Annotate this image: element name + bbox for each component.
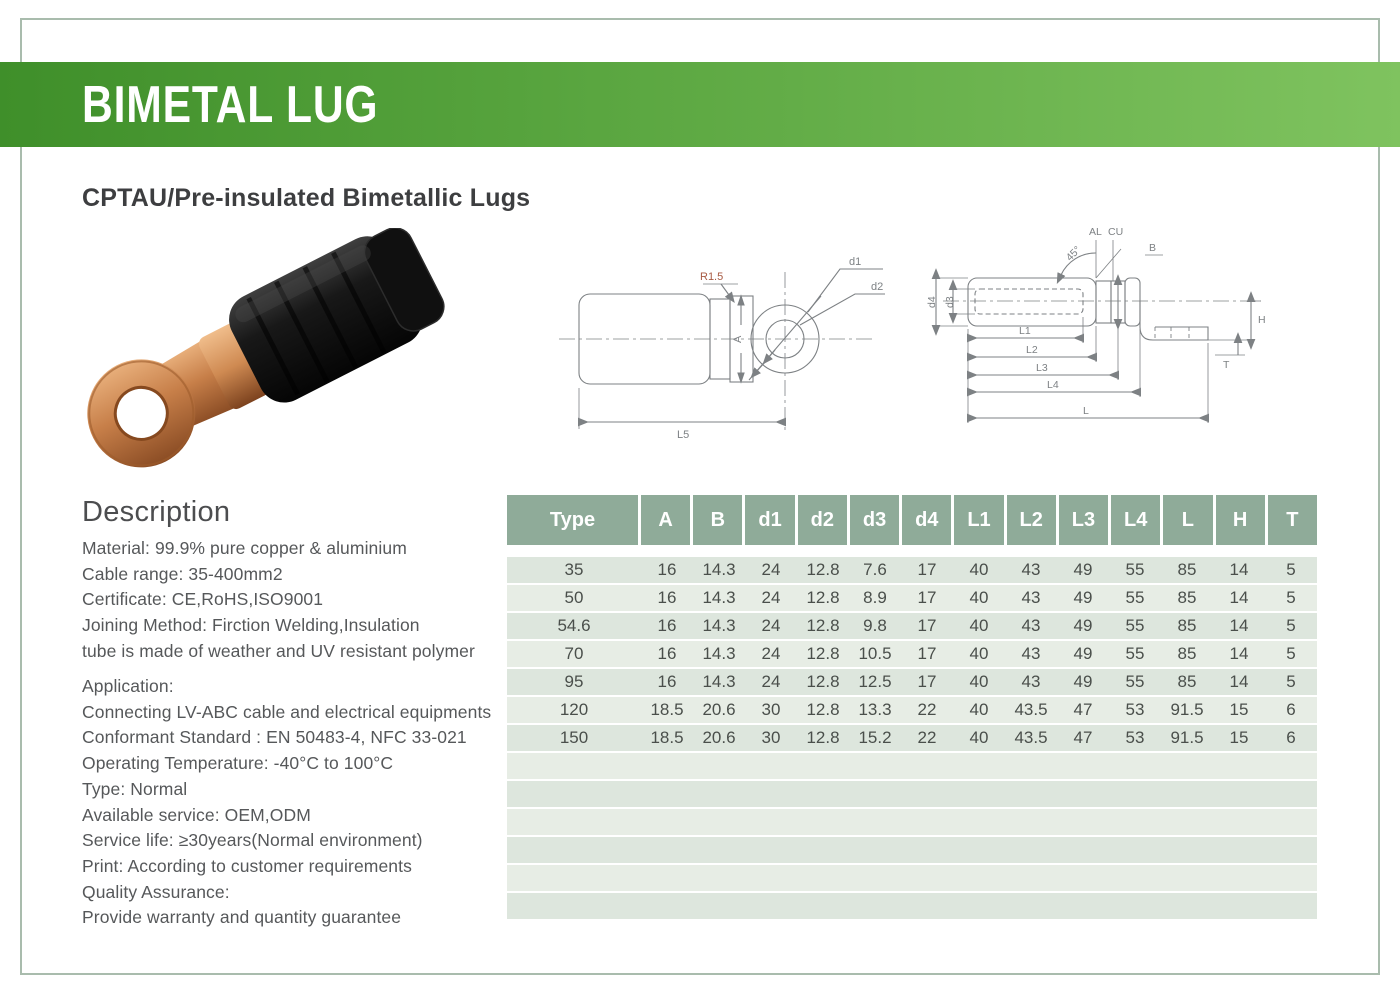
- table-cell: 91.5: [1170, 728, 1204, 747]
- dim-label-d4: d4: [926, 296, 938, 308]
- table-cell: 24: [761, 616, 781, 635]
- column-header-l3: L3: [1059, 495, 1108, 545]
- product-photo: [60, 228, 470, 483]
- table-row: [507, 697, 1317, 723]
- table-cell: 17: [917, 644, 937, 663]
- table-cell: 24: [761, 672, 781, 691]
- description-line: Type: Normal: [82, 778, 188, 799]
- table-cell: 16: [657, 588, 677, 607]
- table-cell: 14: [1229, 644, 1249, 663]
- description-line: Provide warranty and quantity guarantee: [82, 907, 402, 928]
- table-cell: 40: [969, 728, 989, 747]
- material-label-al: AL: [1089, 226, 1102, 238]
- table-cell: 14.3: [702, 672, 736, 691]
- table-cell: 43: [1021, 672, 1041, 691]
- table-cell: 43: [1021, 616, 1041, 635]
- table-body: [507, 557, 1317, 919]
- table-cell: 5: [1286, 616, 1296, 635]
- table-empty-row: [507, 781, 1317, 807]
- dim-label-l: L: [1083, 405, 1089, 417]
- table-cell: 8.9: [863, 588, 887, 607]
- table-cell: 30: [761, 700, 781, 719]
- table-cell: 12.5: [858, 672, 892, 691]
- table-cell: 14: [1229, 560, 1249, 579]
- table-cell: 9.8: [863, 616, 887, 635]
- dim-label-l5: L5: [677, 429, 690, 441]
- table-cell: 70: [564, 644, 584, 663]
- product-subtitle: CPTAU/Pre-insulated Bimetallic Lugs: [82, 184, 531, 212]
- table-cell: 85: [1177, 616, 1197, 635]
- table-cell: 14: [1229, 616, 1249, 635]
- table-cell: 40: [969, 672, 989, 691]
- table-cell: 53: [1125, 728, 1145, 747]
- table-cell: 91.5: [1170, 700, 1204, 719]
- table-cell: 5: [1286, 560, 1296, 579]
- table-cell: 15: [1229, 700, 1249, 719]
- description-line: tube is made of weather and UV resistant polymer: [82, 640, 475, 661]
- table-empty-row: [507, 865, 1317, 891]
- table-cell: 16: [657, 644, 677, 663]
- dim-label-a: A: [732, 335, 744, 343]
- description-block-1: [82, 536, 475, 665]
- table-cell: 49: [1073, 588, 1093, 607]
- table-cell: 20.6: [702, 728, 736, 747]
- table-cell: 47: [1073, 728, 1093, 747]
- column-header-t: T: [1268, 495, 1317, 545]
- column-header-l2: L2: [1007, 495, 1056, 545]
- table-cell: 13.3: [858, 700, 892, 719]
- table-cell: 5: [1286, 672, 1296, 691]
- table-cell: 22: [917, 700, 937, 719]
- table-cell: 14.3: [702, 616, 736, 635]
- table-cell: 24: [761, 560, 781, 579]
- table-cell: 17: [917, 616, 937, 635]
- table-cell: 15: [1229, 728, 1249, 747]
- table-row: [507, 725, 1317, 751]
- table-cell: 12.8: [806, 616, 840, 635]
- table-cell: 85: [1177, 588, 1197, 607]
- column-header-d4: d4: [902, 495, 951, 545]
- table-cell: 43.5: [1014, 728, 1048, 747]
- table-cell: 50: [564, 588, 584, 607]
- table-cell: 20.6: [702, 700, 736, 719]
- dim-label-l2: L2: [1026, 344, 1038, 356]
- description-heading: Description: [82, 496, 231, 528]
- table-cell: 40: [969, 588, 989, 607]
- table-cell: 120: [559, 700, 589, 719]
- table-row: [507, 585, 1317, 611]
- table-cell: 5: [1286, 588, 1296, 607]
- table-empty-row: [507, 753, 1317, 779]
- table-cell: 14: [1229, 672, 1249, 691]
- table-cell: 49: [1073, 672, 1093, 691]
- table-row: [507, 641, 1317, 667]
- table-cell: 49: [1073, 560, 1093, 579]
- table-cell: 55: [1125, 616, 1145, 635]
- table-cell: 40: [969, 700, 989, 719]
- table-cell: 22: [917, 728, 937, 747]
- table-cell: 150: [559, 728, 589, 747]
- table-cell: 49: [1073, 616, 1093, 635]
- table-cell: 55: [1125, 672, 1145, 691]
- table-cell: 30: [761, 728, 781, 747]
- table-cell: 43: [1021, 644, 1041, 663]
- table-cell: 17: [917, 588, 937, 607]
- table-cell: 40: [969, 616, 989, 635]
- dim-label-l4: L4: [1047, 379, 1059, 391]
- table-cell: 18.5: [650, 700, 684, 719]
- description-line: Conformant Standard : EN 50483-4, NFC 33-021: [82, 727, 467, 748]
- table-cell: 55: [1125, 560, 1145, 579]
- description-line: Joining Method: Firction Welding,Insulation: [82, 615, 420, 636]
- description-line: Material: 99.9% pure copper & aluminium: [82, 538, 407, 558]
- table-cell: 17: [917, 560, 937, 579]
- table-cell: 12.8: [806, 700, 840, 719]
- table-row: [507, 613, 1317, 639]
- dim-label-radius: R1.5: [700, 271, 724, 283]
- description-block-2: [82, 674, 491, 931]
- column-header-h: H: [1216, 495, 1265, 545]
- table-cell: 85: [1177, 560, 1197, 579]
- table-cell: 40: [969, 644, 989, 663]
- dim-label-b: B: [1149, 242, 1157, 254]
- column-header-d2: d2: [798, 495, 847, 545]
- table-row: [507, 669, 1317, 695]
- column-header-type: Type: [507, 495, 638, 545]
- table-cell: 12.8: [806, 588, 840, 607]
- description-line: Cable range: 35-400mm2: [82, 563, 283, 584]
- table-row: [507, 557, 1317, 583]
- specification-table: [507, 495, 1317, 921]
- table-cell: 54.6: [557, 616, 591, 635]
- table-cell: 16: [657, 560, 677, 579]
- table-cell: 14.3: [702, 560, 736, 579]
- table-cell: 43: [1021, 560, 1041, 579]
- table-cell: 95: [564, 672, 584, 691]
- description-line: Available service: OEM,ODM: [82, 804, 311, 825]
- table-cell: 85: [1177, 644, 1197, 663]
- table-cell: 49: [1073, 644, 1093, 663]
- table-cell: 12.8: [806, 644, 840, 663]
- column-header-l: L: [1163, 495, 1212, 545]
- table-cell: 35: [564, 560, 584, 579]
- table-cell: 85: [1177, 672, 1197, 691]
- dim-label-l3: L3: [1036, 362, 1048, 374]
- dim-label-t: T: [1223, 359, 1230, 371]
- table-cell: 6: [1286, 728, 1296, 747]
- column-header-a: A: [641, 495, 690, 545]
- description-line: Service life: ≥30years(Normal environment): [82, 830, 423, 851]
- table-cell: 16: [657, 672, 677, 691]
- lug-body-group: [67, 228, 453, 483]
- table-cell: 14: [1229, 588, 1249, 607]
- dim-label-angle: 45°: [1063, 243, 1084, 264]
- table-cell: 47: [1073, 700, 1093, 719]
- table-cell: 10.5: [858, 644, 892, 663]
- table-cell: 40: [969, 560, 989, 579]
- table-cell: 7.6: [863, 560, 887, 579]
- table-cell: 16: [657, 616, 677, 635]
- table-cell: 53: [1125, 700, 1145, 719]
- description-line: Operating Temperature: -40°C to 100°C: [82, 753, 394, 774]
- table-cell: 15.2: [858, 728, 892, 747]
- table-cell: 12.8: [806, 560, 840, 579]
- column-header-l4: L4: [1111, 495, 1160, 545]
- column-header-l1: L1: [954, 495, 1003, 545]
- table-empty-row: [507, 837, 1317, 863]
- table-cell: 43.5: [1014, 700, 1048, 719]
- dim-label-h: H: [1258, 314, 1266, 326]
- column-header-b: B: [693, 495, 742, 545]
- table-empty-row: [507, 809, 1317, 835]
- table-cell: 5: [1286, 644, 1296, 663]
- table-cell: 17: [917, 672, 937, 691]
- table-cell: 12.8: [806, 672, 840, 691]
- table-header-row: [507, 495, 1317, 545]
- material-label-cu: CU: [1108, 226, 1124, 238]
- table-cell: 43: [1021, 588, 1041, 607]
- table-cell: 14.3: [702, 644, 736, 663]
- column-header-d1: d1: [745, 495, 794, 545]
- technical-drawing-section-view: [893, 205, 1271, 453]
- column-header-d3: d3: [850, 495, 899, 545]
- page-title: BIMETAL LUG: [82, 75, 379, 134]
- header-banner: [0, 62, 1400, 147]
- table-cell: 24: [761, 588, 781, 607]
- table-cell: 55: [1125, 588, 1145, 607]
- description-line: Connecting LV-ABC cable and electrical equipments: [82, 701, 492, 722]
- dim-label-l1: L1: [1019, 325, 1031, 337]
- table-cell: 24: [761, 644, 781, 663]
- table-cell: 18.5: [650, 728, 684, 747]
- description-line: Print: According to customer requirements: [82, 855, 412, 876]
- table-cell: 6: [1286, 700, 1296, 719]
- table-cell: 12.8: [806, 728, 840, 747]
- dim-label-d1: d1: [849, 256, 862, 268]
- description-line: Application:: [82, 676, 174, 696]
- table-empty-row: [507, 893, 1317, 919]
- table-cell: 55: [1125, 644, 1145, 663]
- technical-drawing-side-view: [553, 222, 888, 477]
- description-line: Quality Assurance:: [82, 881, 230, 902]
- table-cell: 14.3: [702, 588, 736, 607]
- dim-label-d2: d2: [871, 281, 884, 293]
- dim-label-d3: d3: [944, 296, 956, 308]
- description-line: Certificate: CE,RoHS,ISO9001: [82, 589, 324, 610]
